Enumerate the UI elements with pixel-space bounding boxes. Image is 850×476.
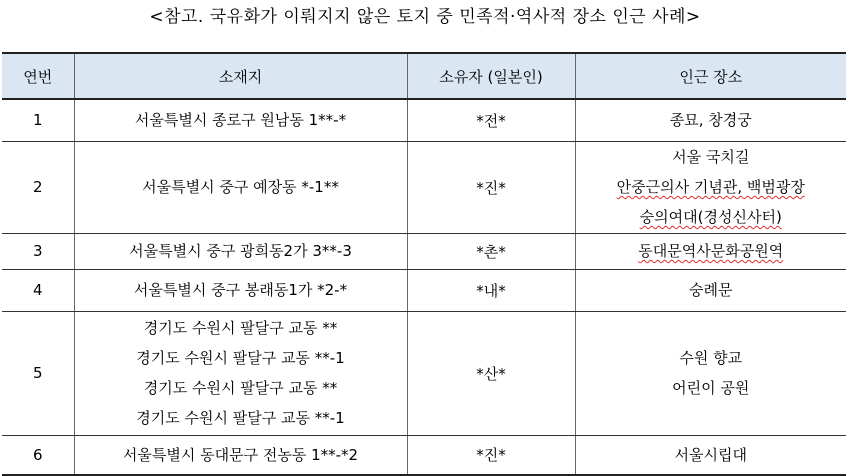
table-row [2,233,846,269]
cell-nearby: 동대문역사문화공원역 [575,233,846,269]
header-location: 소재지 [74,53,407,99]
table-row [2,141,846,233]
cell-nearby: 종묘, 창경궁 [575,99,846,141]
cell-number: 2 [2,141,74,233]
table-row [2,269,846,311]
cell-owner: *진* [407,141,575,233]
cell-nearby: 수원 향교 어린이 공원 [575,311,846,435]
header-number: 연번 [2,53,74,99]
cell-owner: *전* [407,99,575,141]
cell-owner: *진* [407,435,575,475]
cell-number: 1 [2,99,74,141]
header-owner: 소유자 (일본인) [407,53,575,99]
header-nearby-place: 인근 장소 [575,53,846,99]
table-header-row [2,53,846,99]
table-caption: <참고. 국유화가 이뤄지지 않은 토지 중 민족적·역사적 장소 인근 사례> [149,7,701,27]
table-row [2,311,846,435]
cell-location: 서울특별시 중구 봉래동1가 *2-* [74,269,407,311]
cell-number: 3 [2,233,74,269]
cell-owner: *내* [407,269,575,311]
table-row [2,99,846,141]
cell-nearby: 서울시립대 [575,435,846,475]
table-row [2,435,846,475]
cell-number: 5 [2,311,74,435]
cell-location: 서울특별시 동대문구 전농동 1**-*2 [74,435,407,475]
land-ownership-table [2,52,846,476]
cell-location: 서울특별시 중구 광희동2가 3**-3 [74,233,407,269]
cell-nearby: 서울 국치길 안중근의사 기념관, 백범광장 숭의여대(경성신사터) [575,141,846,233]
cell-owner: *산* [407,311,575,435]
cell-location: 서울특별시 종로구 원남동 1**-* [74,99,407,141]
cell-number: 6 [2,435,74,475]
cell-nearby: 숭례문 [575,269,846,311]
cell-location: 경기도 수원시 팔달구 교동 ** 경기도 수원시 팔달구 교동 **-1 경기도 수원시 팔달구 교동 ** 경기도 수원시 팔달구 교동 **-1 [74,311,407,435]
cell-number: 4 [2,269,74,311]
cell-owner: *촌* [407,233,575,269]
cell-location: 서울특별시 중구 예장동 *-1** [74,141,407,233]
